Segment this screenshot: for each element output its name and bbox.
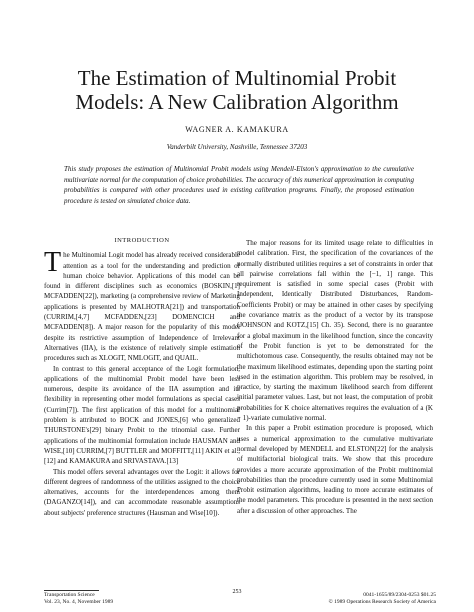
author-name: WAGNER A. KAMAKURA [185,125,289,134]
paragraph: In this paper a Probit estimation procedure is proposed, which uses a numerical approximation to the cumulative multivariate normal developed by MENDELL and ELSTON[22] for the analysis of multifactorial biological traits. We show that this procedure provides a more accurate approximation of the Probit multinomial probabilities than the procedure currently used in some Multinomial Probit estimation algorithms, leading to more accurate estimates of the model parameters. This procedure is presented in the next section after a discussion of other approaches. The [237,424,433,515]
copyright-notice: © 1989 Operations Research Society of America [328,599,436,605]
publication-info [329,592,436,606]
drop-cap: T [44,247,62,279]
journal-volume: Vol. 23, No. 4, November 1989 [44,599,114,605]
title-line-2: Models: A New Calibration Algorithm [75,90,399,114]
left-column [44,236,240,518]
right-column [237,238,433,516]
paragraph-text: he Multinomial Logit model has already received considerable attention as a tool for the understanding and prediction of human choice behavior. Applications of this model can be found in different disciplines such as economics (BOSKIN,[1] MCFADDEN[22]), marketing (a comprehensive review of Marketing applications is presented by MALHOTRA[21]) and transportation (CURRIM,[4,7] MCFADDEN,[23] DOMENCICH and MCFADDEN[8]). A major reason for the popularity of this model despite its restrictive assumption of Independence of Irrelevant Alternatives (IIA), is the existence of relatively simple estimation procedures such as XLOGIT, NMLOGIT, and QUAIL. [44,251,240,363]
section-heading: INTRODUCTION [114,237,170,244]
paragraph: The major reasons for its limited usage relate to difficulties in model calibration. First, the specification of the covariances of the normally distributed utilities requires a set of constraints in order that all pairwise correlations fall within the [−1, 1] range. This requirement is satisfied in some special cases (Probit with Independent, Identically Distributed Disturbances, Random-Coefficients Probit) or may be attained in other cases by specifying the covariance matrix as the product of a vector by its transpose (JOHNSON and KOTZ,[15] Ch. 35). Second, there is no guarantee for a global maximum in the likelihood function, since the concavity of the Probit function is yet to be demonstrated for the multichotomous case. Consequently, the results obtained may not be the maximum likelihood estimates, depending upon the starting point used in the estimation algorithm. This problem may be resolved, in practice, by starting the maximum likelihood search from different initial parameter values. Last, but not least, the computation of probit probabilities for K choice alternatives requires the evaluation of a (K − 1)-variate cumulative normal. [237,239,433,423]
journal-info [44,592,113,606]
issn-code: 0041-1655/89/2304-0253 $01.25 [363,592,436,598]
paragraph [44,247,240,363]
abstract: This study proposes the estimation of Multinomial Probit models using Mendell-Elston's approximation to the cumulative multivariate normal for the computation of choice probabilities. The accuracy of this numerical approximation in computing probabilities is compared with other procedures used in existing calibration programs. Finally, the proposed estimation procedure is tested on simulated choice data. [64,165,414,205]
page-number: 253 [232,589,242,595]
title-line-1: The Estimation of Multinomial Probit [77,66,397,90]
journal-name: Transportation Science [44,592,95,598]
paragraph: This model offers several advantages over the Logit: it allows for different degrees of randomness of the utilities assigned to the choice alternatives, accounts for the interdependences among them (DAGANZO[14]), and can accommodate reasonable assumptions about subjects' preference structures (Hausman and Wise[10]). [44,467,240,517]
paragraph: In contrast to this general acceptance of the Logit formulation, applications of the multinomial Probit model have been less numerous, despite its avoidance of the IIA assumption and its flexibility in representing other model formulations as special cases (Currim[7]). The first application of this model for a multinomial problem is attributed to BOCK and JONES,[6] who generalized THURSTONE's[29] binary Probit to the trinomial case. Further applications of the multinomial formulation include HAUSMAN and WISE,[10] CURRIM,[7] BUTTLER and MOFFITT,[11] AKIN et al.,[12] and KAMAKURA and SRIVASTAVA.[13] [44,364,240,466]
author-affiliation: Vanderbilt University, Nashville, Tennessee 37203 [166,143,308,151]
